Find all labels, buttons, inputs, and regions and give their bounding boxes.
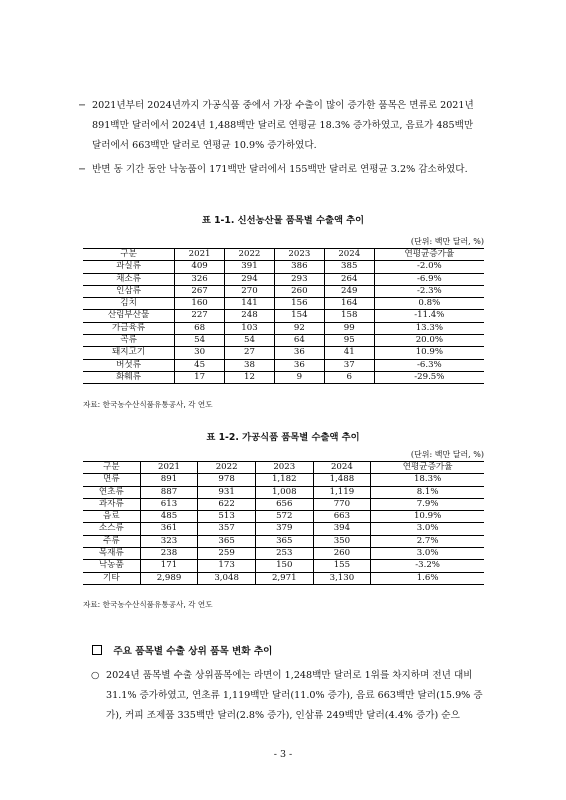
table-cell: 409 bbox=[175, 261, 225, 273]
table-cell: 141 bbox=[225, 298, 275, 310]
table-cell: 270 bbox=[225, 285, 275, 297]
column-header: 2023 bbox=[274, 249, 324, 261]
table-cell: 978 bbox=[198, 474, 256, 486]
column-header: 연평균증가율 bbox=[371, 462, 484, 474]
table-row bbox=[83, 273, 484, 285]
table-cell: 기타 bbox=[103, 572, 120, 583]
table-cell: 64 bbox=[274, 335, 324, 347]
table-cell: 326 bbox=[175, 273, 225, 285]
table-cell: 소스류 bbox=[98, 523, 124, 534]
bullet-text: 반면 동 기간 동안 낙농품이 171백만 달러에서 155백만 달러로 연평균 3.2% 감소하였다. bbox=[92, 164, 468, 175]
table-cell: 산림부산물 bbox=[107, 310, 150, 321]
table-cell: 260 bbox=[274, 285, 324, 297]
table-cell: 155 bbox=[313, 560, 371, 572]
section-paragraph bbox=[91, 666, 484, 726]
table-cell: 38 bbox=[225, 359, 275, 371]
table-row bbox=[83, 548, 484, 560]
table-cell: 54 bbox=[225, 335, 275, 347]
table-cell: 2.7% bbox=[371, 535, 484, 547]
table-cell: 8.1% bbox=[371, 486, 484, 498]
table-cell: 인삼류 bbox=[116, 285, 142, 296]
table-cell: 1,488 bbox=[313, 474, 371, 486]
page-number: - 3 - bbox=[273, 749, 293, 760]
table-cell: 293 bbox=[274, 273, 324, 285]
table-cell: 259 bbox=[198, 548, 256, 560]
table-cell: 248 bbox=[225, 310, 275, 322]
table-cell: 513 bbox=[198, 511, 256, 523]
column-header: 2021 bbox=[140, 462, 198, 474]
table1-caption: 표 1-1. 신선농산물 품목별 수출액 추이 bbox=[201, 215, 365, 226]
table-cell: 622 bbox=[198, 498, 256, 510]
table-cell: 267 bbox=[175, 285, 225, 297]
table-cell: 54 bbox=[175, 335, 225, 347]
dash-mark: − bbox=[78, 164, 87, 175]
table-cell: -6.3% bbox=[374, 359, 484, 371]
table-cell: 394 bbox=[313, 523, 371, 535]
table-row bbox=[83, 572, 484, 584]
table-cell: 버섯류 bbox=[116, 359, 142, 370]
table-cell: 목재류 bbox=[98, 548, 124, 559]
table-cell: 663 bbox=[313, 511, 371, 523]
table-cell: 0.8% bbox=[374, 298, 484, 310]
table-cell: 253 bbox=[255, 548, 313, 560]
table-cell: 68 bbox=[175, 322, 225, 334]
table-cell: 365 bbox=[255, 535, 313, 547]
table-cell: 30 bbox=[175, 347, 225, 359]
table-cell: 154 bbox=[274, 310, 324, 322]
table-row bbox=[83, 523, 484, 535]
table-header-row bbox=[83, 462, 484, 474]
bullet-paragraph-2 bbox=[78, 160, 484, 180]
table-cell: 낙농품 bbox=[98, 560, 124, 571]
table-cell: -29.5% bbox=[374, 371, 484, 383]
table1 bbox=[83, 248, 484, 384]
table-row bbox=[83, 298, 484, 310]
table-cell: 656 bbox=[255, 498, 313, 510]
table-cell: 1.6% bbox=[371, 572, 484, 584]
table-cell: 채소류 bbox=[116, 273, 142, 284]
table-cell: 160 bbox=[175, 298, 225, 310]
table-cell: 264 bbox=[324, 273, 374, 285]
table-cell: -11.4% bbox=[374, 310, 484, 322]
table-cell: 391 bbox=[225, 261, 275, 273]
table-cell: 227 bbox=[175, 310, 225, 322]
table-cell: 3,048 bbox=[198, 572, 256, 584]
table-cell: 45 bbox=[175, 359, 225, 371]
table-row bbox=[83, 371, 484, 383]
table-row bbox=[83, 310, 484, 322]
table-cell: 350 bbox=[313, 535, 371, 547]
table-row bbox=[83, 359, 484, 371]
table-cell: 6 bbox=[324, 371, 374, 383]
table-cell: 887 bbox=[140, 486, 198, 498]
table2-caption: 표 1-2. 가공식품 품목별 수출액 추이 bbox=[206, 432, 360, 443]
table-cell: 770 bbox=[313, 498, 371, 510]
table-cell: 돼지고기 bbox=[111, 347, 146, 358]
table-cell: 18.3% bbox=[371, 474, 484, 486]
table-cell: 260 bbox=[313, 548, 371, 560]
table-cell: 158 bbox=[324, 310, 374, 322]
table-cell: 10.9% bbox=[371, 511, 484, 523]
table-cell: 357 bbox=[198, 523, 256, 535]
table-cell: 17 bbox=[175, 371, 225, 383]
table-cell: 99 bbox=[324, 322, 374, 334]
column-header: 2024 bbox=[313, 462, 371, 474]
table1-source: 자료: 한국농수산식품유통공사, 각 연도 bbox=[83, 400, 213, 409]
table-cell: 36 bbox=[274, 347, 324, 359]
table-row bbox=[83, 511, 484, 523]
table-cell: 연초류 bbox=[98, 486, 124, 497]
column-header: 2023 bbox=[255, 462, 313, 474]
table-cell: 1,119 bbox=[313, 486, 371, 498]
table-cell: 379 bbox=[255, 523, 313, 535]
column-header: 2022 bbox=[198, 462, 256, 474]
table-cell: 164 bbox=[324, 298, 374, 310]
table-cell: 294 bbox=[225, 273, 275, 285]
table-cell: 171 bbox=[140, 560, 198, 572]
table-cell: 9 bbox=[274, 371, 324, 383]
table-cell: 화훼류 bbox=[116, 371, 142, 382]
table-cell: 3.0% bbox=[371, 548, 484, 560]
table-cell: 173 bbox=[198, 560, 256, 572]
table-cell: 385 bbox=[324, 261, 374, 273]
table-cell: 931 bbox=[198, 486, 256, 498]
table-cell: 1,008 bbox=[255, 486, 313, 498]
table-cell: 891 bbox=[140, 474, 198, 486]
table-row bbox=[83, 498, 484, 510]
table-cell: 361 bbox=[140, 523, 198, 535]
column-header: 2022 bbox=[225, 249, 275, 261]
section-heading bbox=[92, 643, 272, 657]
column-header: 연평균증가율 bbox=[374, 249, 484, 261]
section-title: 주요 품목별 수출 상위 품목 변화 추이 bbox=[113, 646, 273, 657]
table-cell: 음료 bbox=[103, 511, 120, 522]
table-cell: 2,971 bbox=[255, 572, 313, 584]
table2-unit: (단위: 백만 달러, %) bbox=[410, 450, 484, 459]
table-cell: -3.2% bbox=[371, 560, 484, 572]
table-cell: 27 bbox=[225, 347, 275, 359]
table-row bbox=[83, 285, 484, 297]
checkbox-square-icon bbox=[92, 645, 102, 655]
section-paragraph-text: 2024년 품목별 수출 상위품목에는 라면이 1,248백만 달러로 1위를 차지하며 전년 대비 31.1% 증가하였고, 연초류 1,119백만 달러(11.0% 증가), 음료 663백만 달러(15.9% 증가), 커피 조제품 335백만 달러(2.8% 증가), 인삼류 249백만 달러(4.4% 증가) 순으 bbox=[106, 670, 483, 721]
table-cell: 3,130 bbox=[313, 572, 371, 584]
table-cell: 103 bbox=[225, 322, 275, 334]
table-cell: 주류 bbox=[103, 535, 120, 546]
table-cell: 7.9% bbox=[371, 498, 484, 510]
table-cell: -2.3% bbox=[374, 285, 484, 297]
table-row bbox=[83, 261, 484, 273]
table-cell: 323 bbox=[140, 535, 198, 547]
column-header: 구분 bbox=[103, 462, 120, 472]
table-cell: 95 bbox=[324, 335, 374, 347]
table-cell: 249 bbox=[324, 285, 374, 297]
table-cell: 386 bbox=[274, 261, 324, 273]
table-row bbox=[83, 474, 484, 486]
table-cell: 613 bbox=[140, 498, 198, 510]
table-row bbox=[83, 535, 484, 547]
table-cell: 365 bbox=[198, 535, 256, 547]
table-cell: 20.0% bbox=[374, 335, 484, 347]
table-cell: 3.0% bbox=[371, 523, 484, 535]
table-cell: 2,989 bbox=[140, 572, 198, 584]
table-cell: 156 bbox=[274, 298, 324, 310]
table-cell: 김치 bbox=[120, 298, 137, 309]
table1-unit: (단위: 백만 달러, %) bbox=[410, 237, 484, 246]
table-cell: 238 bbox=[140, 548, 198, 560]
table-cell: 면류 bbox=[103, 474, 120, 485]
table-cell: 곡류 bbox=[120, 335, 137, 346]
bullet-text: 2021년부터 2024년까지 가공식품 중에서 가장 수출이 많이 증가한 품목은 면류로 2021년 891백만 달러에서 2024년 1,488백만 달러로 연평균 18.3% 증가하였고, 음료가 485백만 달러에서 663백만 달러로 연평균 10.9% 증가하였다. bbox=[92, 100, 474, 151]
table-row bbox=[83, 347, 484, 359]
table-cell: -2.0% bbox=[374, 261, 484, 273]
table2-source: 자료: 한국농수산식품유통공사, 각 연도 bbox=[83, 600, 213, 609]
column-header: 2024 bbox=[324, 249, 374, 261]
table-cell: -6.9% bbox=[374, 273, 484, 285]
table-row bbox=[83, 486, 484, 498]
table-cell: 150 bbox=[255, 560, 313, 572]
table-cell: 가금육류 bbox=[111, 322, 146, 333]
table-cell: 485 bbox=[140, 511, 198, 523]
table-header-row bbox=[83, 249, 484, 261]
table-cell: 10.9% bbox=[374, 347, 484, 359]
table-cell: 1,182 bbox=[255, 474, 313, 486]
table-cell: 과자류 bbox=[98, 498, 124, 509]
column-header: 구분 bbox=[120, 249, 137, 259]
table-cell: 572 bbox=[255, 511, 313, 523]
circle-bullet-icon: ○ bbox=[91, 670, 100, 681]
table-cell: 과실류 bbox=[116, 261, 142, 272]
table-cell: 37 bbox=[324, 359, 374, 371]
table-cell: 13.3% bbox=[374, 322, 484, 334]
bullet-paragraph-1 bbox=[78, 96, 484, 156]
table2 bbox=[83, 461, 484, 585]
table-cell: 36 bbox=[274, 359, 324, 371]
table-row bbox=[83, 322, 484, 334]
table-cell: 12 bbox=[225, 371, 275, 383]
table-cell: 92 bbox=[274, 322, 324, 334]
dash-mark: − bbox=[78, 100, 87, 111]
table-row bbox=[83, 335, 484, 347]
column-header: 2021 bbox=[175, 249, 225, 261]
table-row bbox=[83, 560, 484, 572]
table-cell: 41 bbox=[324, 347, 374, 359]
